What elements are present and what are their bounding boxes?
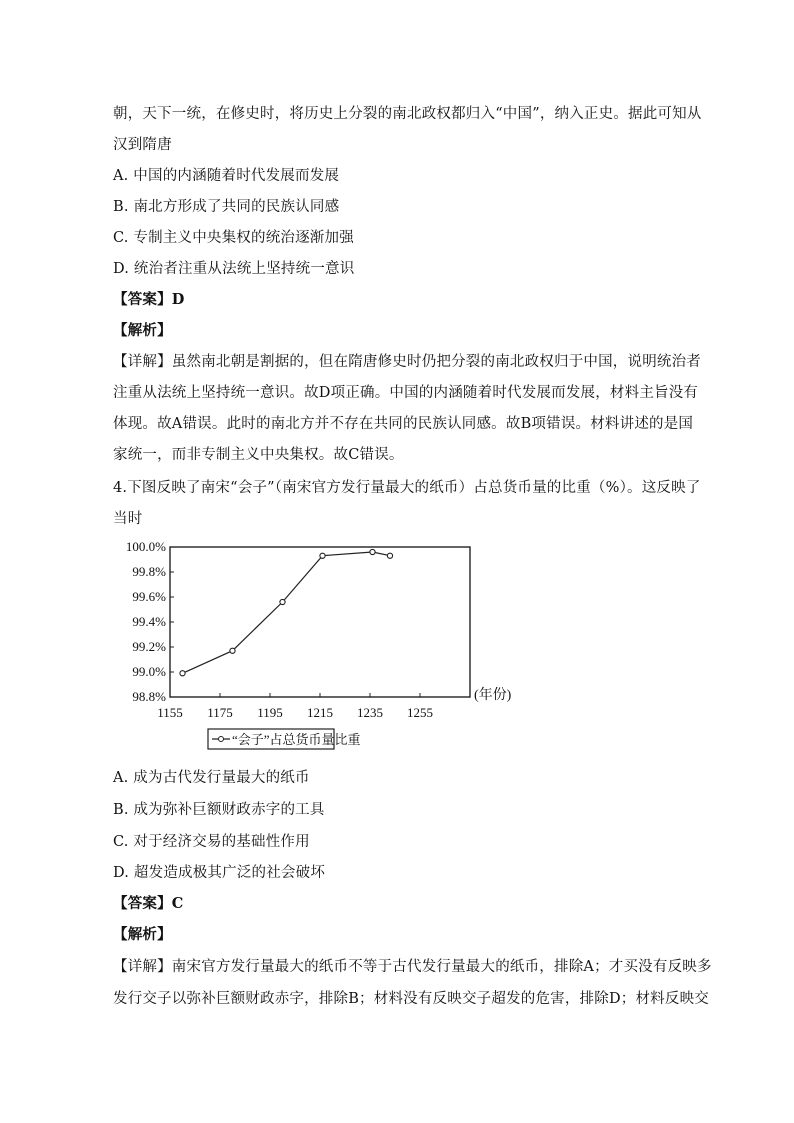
legend	[208, 729, 361, 749]
option-d: D. 统治者注重从法统上坚持统一意识	[113, 261, 355, 277]
analysis-label: 【解析】	[113, 322, 172, 339]
explanation-line: 【详解】南宋官方发行量最大的纸币不等于古代发行量最大的纸币，排除A；才买没有反映多	[113, 959, 712, 975]
x-tick-label: 1215	[307, 705, 333, 720]
data-point	[320, 553, 325, 558]
option-b: B. 成为弥补巨额财政赤字的工具	[113, 802, 325, 818]
option-a: A. 成为古代发行量最大的纸币	[113, 770, 310, 786]
analysis-label: 【解析】	[113, 926, 172, 943]
x-tick-label: 1235	[357, 705, 383, 720]
legend-marker	[219, 737, 224, 742]
x-axis-label: (年份)	[474, 688, 512, 703]
y-tick-label: 99.2%	[132, 639, 166, 654]
text-line: 朝，天下一统，在修史时，将历史上分裂的南北政权都归入“中国”，纳入正史。据此可知从	[113, 106, 702, 122]
data-point	[180, 671, 185, 676]
explanation-line: 注重从法统上坚持统一意识。故D项正确。中国的内涵随着时代发展而发展，材料主旨没有	[113, 385, 699, 401]
plot-frame	[170, 547, 470, 697]
option-b: B. 南北方形成了共同的民族认同感	[113, 199, 340, 215]
x-tick-label: 1255	[407, 705, 433, 720]
y-tick-label: 100.0%	[125, 540, 166, 554]
answer-label: 【答案】D	[113, 291, 185, 308]
series-line	[183, 552, 391, 673]
option-c: C. 对于经济交易的基础性作用	[113, 834, 310, 850]
y-tick-label: 99.4%	[132, 614, 166, 629]
x-tick-label: 1175	[207, 705, 233, 720]
text-line: 汉到隋唐	[113, 137, 172, 153]
question-4-stem: 当时	[113, 511, 143, 527]
y-tick-label: 99.0%	[132, 664, 166, 679]
explanation-line: 【详解】虽然南北朝是割据的，但在隋唐修史时仍把分裂的南北政权归于中国，说明统治者	[113, 354, 701, 370]
data-point	[280, 599, 285, 604]
x-tick-label: 1155	[157, 705, 183, 720]
option-c: C. 专制主义中央集权的统治逐渐加强	[113, 230, 354, 246]
explanation-line: 发行交子以弥补巨额财政赤字，排除B；材料没有反映交子超发的危害，排除D；材料反映交	[113, 991, 709, 1007]
y-tick-label: 99.8%	[132, 564, 166, 579]
data-point	[387, 553, 392, 558]
y-tick-label: 98.8%	[132, 689, 166, 704]
huizi-line-chart	[113, 540, 533, 755]
option-a: A. 中国的内涵随着时代发展而发展	[113, 168, 340, 184]
explanation-line: 家统一，而非专制主义中央集权。故C错误。	[113, 447, 404, 463]
explanation-line: 体现。故A错误。此时的南北方并不存在共同的民族认同感。故B项错误。材料讲述的是国	[113, 416, 694, 432]
legend-label: “会子”占总货币量比重	[232, 732, 361, 747]
y-tick-label: 99.6%	[132, 589, 166, 604]
x-tick-label: 1195	[257, 705, 283, 720]
question-4-stem: 4.下图反映了南宋“会子”（南宋官方发行量最大的纸币）占总货币量的比重（%）。这反映了	[113, 480, 701, 496]
data-point	[370, 549, 375, 554]
answer-label: 【答案】C	[113, 895, 184, 912]
data-point	[230, 648, 235, 653]
option-d: D. 超发造成极其广泛的社会破坏	[113, 865, 326, 881]
